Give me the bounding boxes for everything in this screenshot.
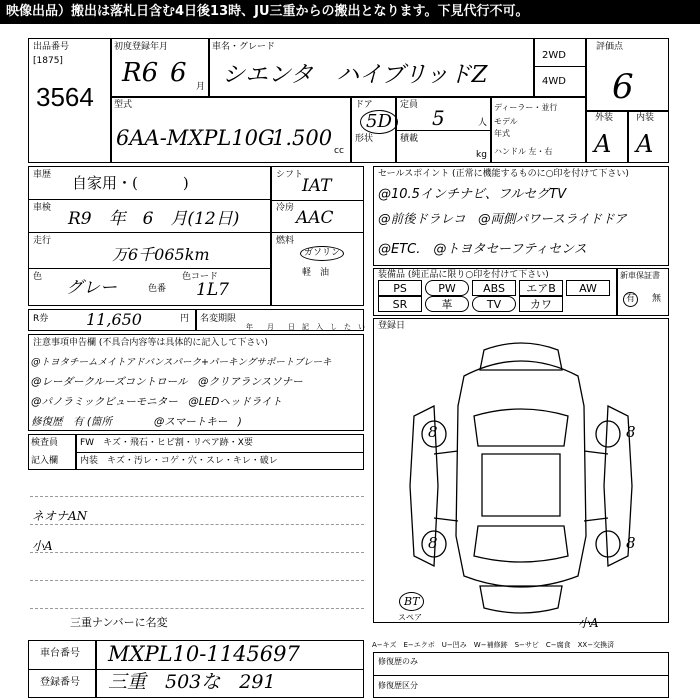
tire-mark-front-right: 8 bbox=[626, 423, 636, 441]
mileage-value: 万6千065km bbox=[112, 245, 210, 264]
equipment-item: 革 bbox=[425, 296, 469, 312]
repair-history-label-2: 修復歴区分 bbox=[378, 681, 418, 690]
plate-label: 登録番号 bbox=[40, 677, 80, 688]
interior-row: 内装 キズ・汚レ・コゲ・穴・スレ・キレ・破レ bbox=[80, 456, 278, 466]
car-name-label: 車名・グレード bbox=[212, 42, 276, 52]
capacity-label: 定員 bbox=[400, 100, 419, 110]
drive-4wd: 4WD bbox=[542, 76, 566, 87]
car-body-outline bbox=[456, 361, 586, 587]
doors-value: 5D bbox=[360, 110, 398, 134]
rear-view bbox=[480, 586, 562, 613]
ac-label: 冷房 bbox=[276, 203, 295, 213]
sales-line-2: @前後ドラレコ @両側パワースライドドア bbox=[378, 211, 627, 226]
yen-unit: 円 bbox=[180, 314, 190, 324]
tire-mark-rear-left: 8 bbox=[428, 534, 438, 552]
equipment-item: TV bbox=[472, 296, 516, 312]
auction-score: 6 bbox=[612, 67, 634, 107]
shape-label: 形状 bbox=[355, 134, 374, 144]
color-code-label: 色コード bbox=[182, 272, 219, 282]
spare-label: スペア bbox=[398, 613, 422, 622]
warranty-no: 無 bbox=[652, 294, 662, 304]
plate-value: 三重 503な 291 bbox=[108, 671, 276, 693]
handwritten-note-2: 小A bbox=[32, 539, 53, 553]
first-registration-month: 6 bbox=[170, 58, 187, 88]
warranty-yes: 有 bbox=[623, 292, 638, 307]
exterior-label: 外装 bbox=[595, 113, 614, 123]
notes-line-4: 修復歴 有 (箇所 @スマートキー ) bbox=[31, 416, 242, 428]
load-unit: kg bbox=[476, 150, 487, 160]
model-type-label: 型式 bbox=[114, 100, 133, 110]
fuel-gasoline: ガソリン bbox=[300, 246, 344, 261]
history-value: 自家用・( ) bbox=[72, 174, 189, 192]
car-rear-window bbox=[474, 526, 568, 562]
notes-line-1: @トヨタチームメイトアドバンスパーク+パーキングサポートブレーキ bbox=[31, 357, 332, 368]
owner-change-note: 年 月 日 記 入 し た い bbox=[246, 323, 365, 331]
capacity-unit: 人 bbox=[478, 118, 488, 128]
rear-note: 小A bbox=[578, 616, 599, 630]
equipment-item: PS bbox=[378, 280, 422, 296]
notes-line-3: @パノラミックビューモニター @LEDヘッドライト bbox=[31, 396, 283, 408]
equipment-title: 装備品 (純正品に限り○印を付けて下さい) bbox=[378, 270, 549, 280]
load-label: 積載 bbox=[400, 134, 419, 144]
equipment-item: AW bbox=[566, 280, 610, 296]
auction-banner: 映像出品）搬出は落札日含む4日後13時、JU三重からの搬出となります。下見代行不可。 bbox=[0, 0, 700, 24]
entry-label: 記入欄 bbox=[31, 456, 59, 466]
notes-line-2: @レーダークルーズコントロール @クリアランスソナー bbox=[31, 376, 303, 388]
recycle-value: 11,650 bbox=[86, 310, 142, 329]
color-value: グレー bbox=[66, 278, 117, 298]
notes-title: 注意事項申告欄 (不具合内容等は具体的に記入して下さい) bbox=[33, 338, 268, 348]
car-roof bbox=[482, 454, 560, 516]
drive-2wd: 2WD bbox=[542, 50, 566, 61]
color-number-label: 色番 bbox=[148, 284, 167, 294]
inspector-label: 検査員 bbox=[31, 438, 59, 448]
chassis-value: MXPL10-1145697 bbox=[108, 642, 300, 666]
inspection-label: 車検 bbox=[33, 203, 52, 213]
fuel-diesel: 軽 油 bbox=[302, 268, 330, 278]
model-label: モデル bbox=[494, 117, 518, 126]
sales-title: セールスポイント (正常に機能するものに○印を付けて下さい) bbox=[378, 169, 629, 179]
shift-label: シフト bbox=[276, 170, 304, 180]
handle-label: ハンドル 左・右 bbox=[494, 147, 553, 156]
damage-legend: A−キズ E−エクボ U−凹み W−補修跡 S−サビ C−腐食 XX−交換済 bbox=[372, 641, 615, 649]
rename-note: 三重ナンバーに名変 bbox=[70, 616, 168, 629]
year-label: 年式 bbox=[494, 129, 510, 138]
sales-line-3: @ETC. @トヨタセーフティセンス bbox=[378, 242, 587, 257]
car-name: シエンタ ハイブリッドZ bbox=[222, 62, 488, 88]
capacity-value: 5 bbox=[432, 106, 445, 130]
color-code-value: 1L7 bbox=[196, 280, 229, 300]
repair-history-label-1: 修復歴のみ bbox=[378, 657, 418, 666]
remarks-label: 登録日 bbox=[378, 321, 406, 331]
inspection-value: R9 年 6 月(12日) bbox=[68, 209, 240, 229]
color-label: 色 bbox=[33, 272, 43, 282]
ac-value: AAC bbox=[296, 208, 334, 228]
cc-unit: cc bbox=[334, 146, 344, 156]
month-unit: 月 bbox=[196, 82, 206, 92]
equipment-item: エアB bbox=[519, 280, 563, 296]
chassis-label: 車台番号 bbox=[40, 648, 80, 659]
displacement: 1.500 bbox=[272, 126, 333, 150]
tire-mark-rear-right: 8 bbox=[626, 534, 636, 552]
interior-grade: A bbox=[636, 130, 654, 158]
spare-mark: BT bbox=[399, 592, 424, 611]
tire-mark-front-left: 8 bbox=[428, 423, 438, 441]
handwritten-note-1: ネオナAN bbox=[32, 509, 88, 523]
owner-change-label: 名変期限 bbox=[200, 314, 237, 324]
score-label: 評価点 bbox=[596, 42, 624, 52]
first-registration-label: 初度登録年月 bbox=[114, 42, 169, 52]
interior-label: 内装 bbox=[636, 113, 655, 123]
new-warranty-label: 新車保証書 bbox=[620, 271, 660, 280]
history-label: 車歴 bbox=[33, 170, 52, 180]
equipment-item: SR bbox=[378, 296, 422, 312]
recycle-label: R券 bbox=[33, 314, 49, 324]
car-windshield bbox=[474, 409, 568, 446]
lot-sub: [1875] bbox=[33, 56, 63, 66]
fw-row: FW キズ・飛石・ヒビ割・リペア跡・X要 bbox=[80, 438, 253, 448]
exterior-grade: A bbox=[594, 130, 612, 158]
sales-line-1: @10.5インチナビ、フルセグTV bbox=[378, 187, 567, 202]
equipment-item: ABS bbox=[472, 280, 516, 296]
car-inspection-diagram bbox=[374, 336, 668, 622]
doors-label: ドア bbox=[355, 100, 373, 110]
lot-label: 出品番号 bbox=[33, 42, 70, 52]
equipment-item: カワ bbox=[519, 296, 563, 312]
shift-value: IAT bbox=[302, 176, 332, 196]
model-code: 6AA-MXPL10G bbox=[116, 126, 275, 150]
mileage-label: 走行 bbox=[33, 236, 52, 246]
fuel-label: 燃料 bbox=[276, 236, 295, 246]
dealer-label: ディーラー・並行 bbox=[494, 103, 558, 112]
lot-number: 3564 bbox=[36, 82, 94, 112]
equipment-item: PW bbox=[425, 280, 469, 296]
first-registration-era: R6 bbox=[122, 58, 159, 88]
front-view bbox=[480, 343, 562, 370]
